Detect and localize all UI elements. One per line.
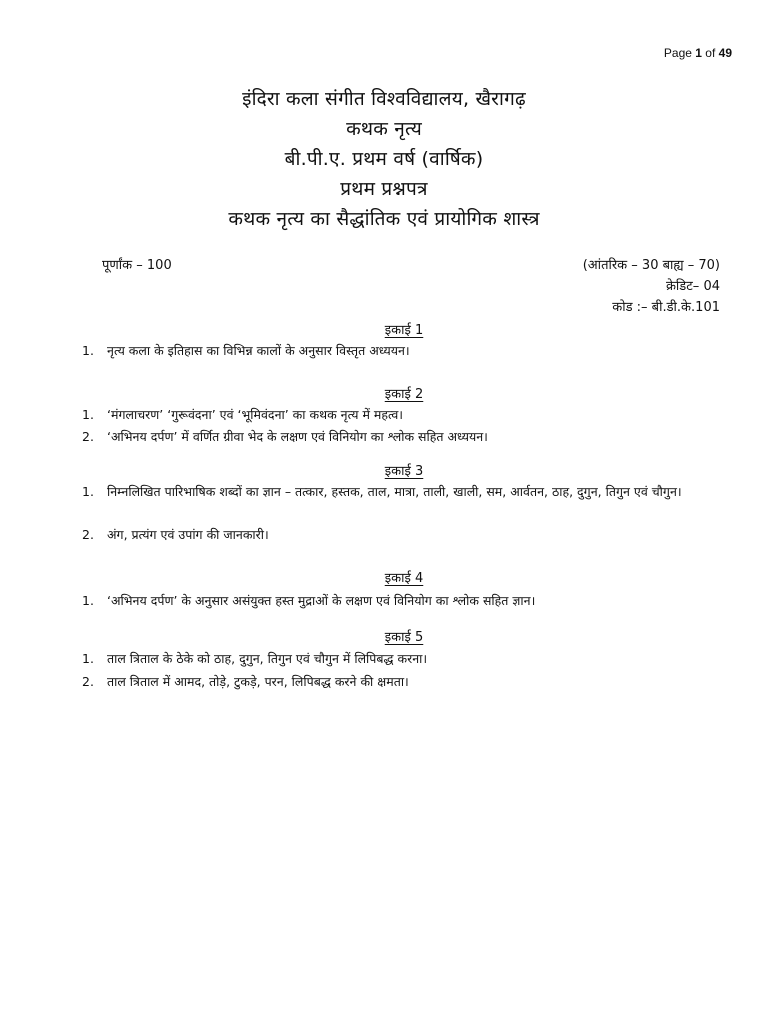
document-header xyxy=(0,84,768,234)
internal-external-marks: (आंतरिक – 30 बाह्य – 70) xyxy=(582,258,720,273)
item-number: 2. xyxy=(82,429,94,444)
page-current: 1 xyxy=(695,46,702,60)
item-text: अंग, प्रत्यंग एवं उपांग की जानकारी। xyxy=(107,527,269,542)
unit-title: इकाई 4 xyxy=(384,571,424,586)
subject-title: कथक नृत्य xyxy=(346,118,422,140)
university-name: इंदिरा कला संगीत विश्वविद्यालय, खैरागढ़ xyxy=(242,88,526,110)
list-item xyxy=(82,671,722,692)
unit-title: इकाई 1 xyxy=(384,323,424,338)
course-code: कोड :– बी.डी.के.101 xyxy=(612,300,720,315)
item-text: ताल त्रिताल के ठेके को ठाह, दुगुन, तिगुन एवं चौगुन में लिपिबद्ध करना। xyxy=(107,651,428,666)
item-text: नृत्य कला के इतिहास का विभिन्न कालों के अनुसार विस्तृत अध्ययन। xyxy=(107,343,410,358)
unit-title: इकाई 5 xyxy=(384,630,424,645)
list-item xyxy=(82,426,722,447)
unit-heading xyxy=(0,461,768,479)
list-item xyxy=(82,590,722,611)
list-item xyxy=(82,481,722,502)
paper-number: प्रथम प्रश्नपत्र xyxy=(340,178,428,200)
unit-heading xyxy=(0,627,768,645)
page-separator: of xyxy=(701,46,719,60)
unit-heading xyxy=(0,568,768,586)
item-number: 2. xyxy=(82,674,94,689)
unit-heading xyxy=(0,384,768,402)
course-title: बी.पी.ए. प्रथम वर्ष (वार्षिक) xyxy=(284,148,484,170)
list-item xyxy=(82,340,722,361)
item-text: निम्नलिखित पारिभाषिक शब्दों का ज्ञान – तत्कार, हस्तक, ताल, मात्रा, ताली, खाली, सम, आर्वतन, ठाह, दुगुन, तिगुन एवं चौगुन। xyxy=(107,484,682,499)
credit-info: क्रेडिट– 04 xyxy=(665,279,720,294)
unit-title: इकाई 2 xyxy=(384,387,424,402)
item-number: 1. xyxy=(82,484,94,499)
item-number: 1. xyxy=(82,651,94,666)
item-number: 1. xyxy=(82,343,94,358)
marks-details xyxy=(583,255,720,318)
list-item xyxy=(82,648,722,669)
item-number: 2. xyxy=(82,527,94,542)
item-number: 1. xyxy=(82,593,94,608)
page-indicator xyxy=(664,46,732,60)
item-text: ‘मंगलाचरण’ ‘गुरूवंदना’ एवं ‘भूमिवंदना’ का कथक नृत्य में महत्व। xyxy=(107,407,404,422)
paper-title: कथक नृत्य का सैद्धांतिक एवं प्रायोगिक शास्त्र xyxy=(228,208,540,230)
unit-title: इकाई 3 xyxy=(384,464,424,479)
unit-heading xyxy=(0,320,768,338)
item-text: ‘अभिनय दर्पण’ के अनुसार असंयुक्त हस्त मुद्राओं के लक्षण एवं विनियोग का श्लोक सहित ज्ञान। xyxy=(107,593,536,608)
list-item xyxy=(82,404,722,425)
page-total: 49 xyxy=(718,46,732,60)
full-marks: पूर्णांक – 100 xyxy=(102,258,172,273)
item-text: ताल त्रिताल में आमद, तोड़े, टुकड़े, परन, लिपिबद्ध करने की क्षमता। xyxy=(107,674,409,689)
item-number: 1. xyxy=(82,407,94,422)
list-item xyxy=(82,524,722,545)
item-text: ‘अभिनय दर्पण’ में वर्णित ग्रीवा भेद के लक्षण एवं विनियोग का श्लोक सहित अध्ययन। xyxy=(107,429,488,444)
page-prefix: Page xyxy=(663,46,696,60)
